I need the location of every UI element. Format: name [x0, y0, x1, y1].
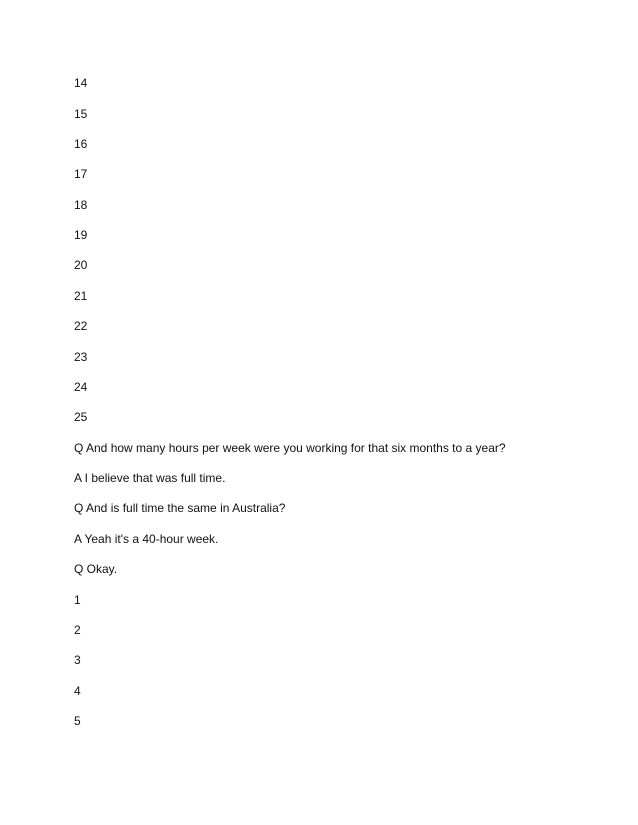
line-number: 17 [74, 167, 88, 181]
line-number: 4 [74, 684, 81, 698]
line-number: 22 [74, 319, 88, 333]
question-text: Q Okay. [74, 562, 118, 576]
line-number: 20 [74, 258, 88, 272]
line-number: 23 [74, 350, 88, 364]
line-number: 5 [74, 714, 81, 728]
answer-text: A Yeah it's a 40-hour week. [74, 532, 219, 546]
line-number: 18 [74, 198, 88, 212]
question-text: Q And is full time the same in Australia? [74, 501, 286, 515]
line-number: 1 [74, 593, 81, 607]
line-number: 19 [74, 228, 88, 242]
line-number: 16 [74, 137, 88, 151]
line-number: 21 [74, 289, 88, 303]
line-number: 24 [74, 380, 88, 394]
line-number: 15 [74, 107, 88, 121]
line-number: 25 [74, 410, 88, 424]
line-number: 2 [74, 623, 81, 637]
answer-text: A I believe that was full time. [74, 471, 226, 485]
question-text: Q And how many hours per week were you working for that six months to a year? [74, 441, 506, 455]
line-number: 3 [74, 653, 81, 667]
line-number: 14 [74, 76, 88, 90]
